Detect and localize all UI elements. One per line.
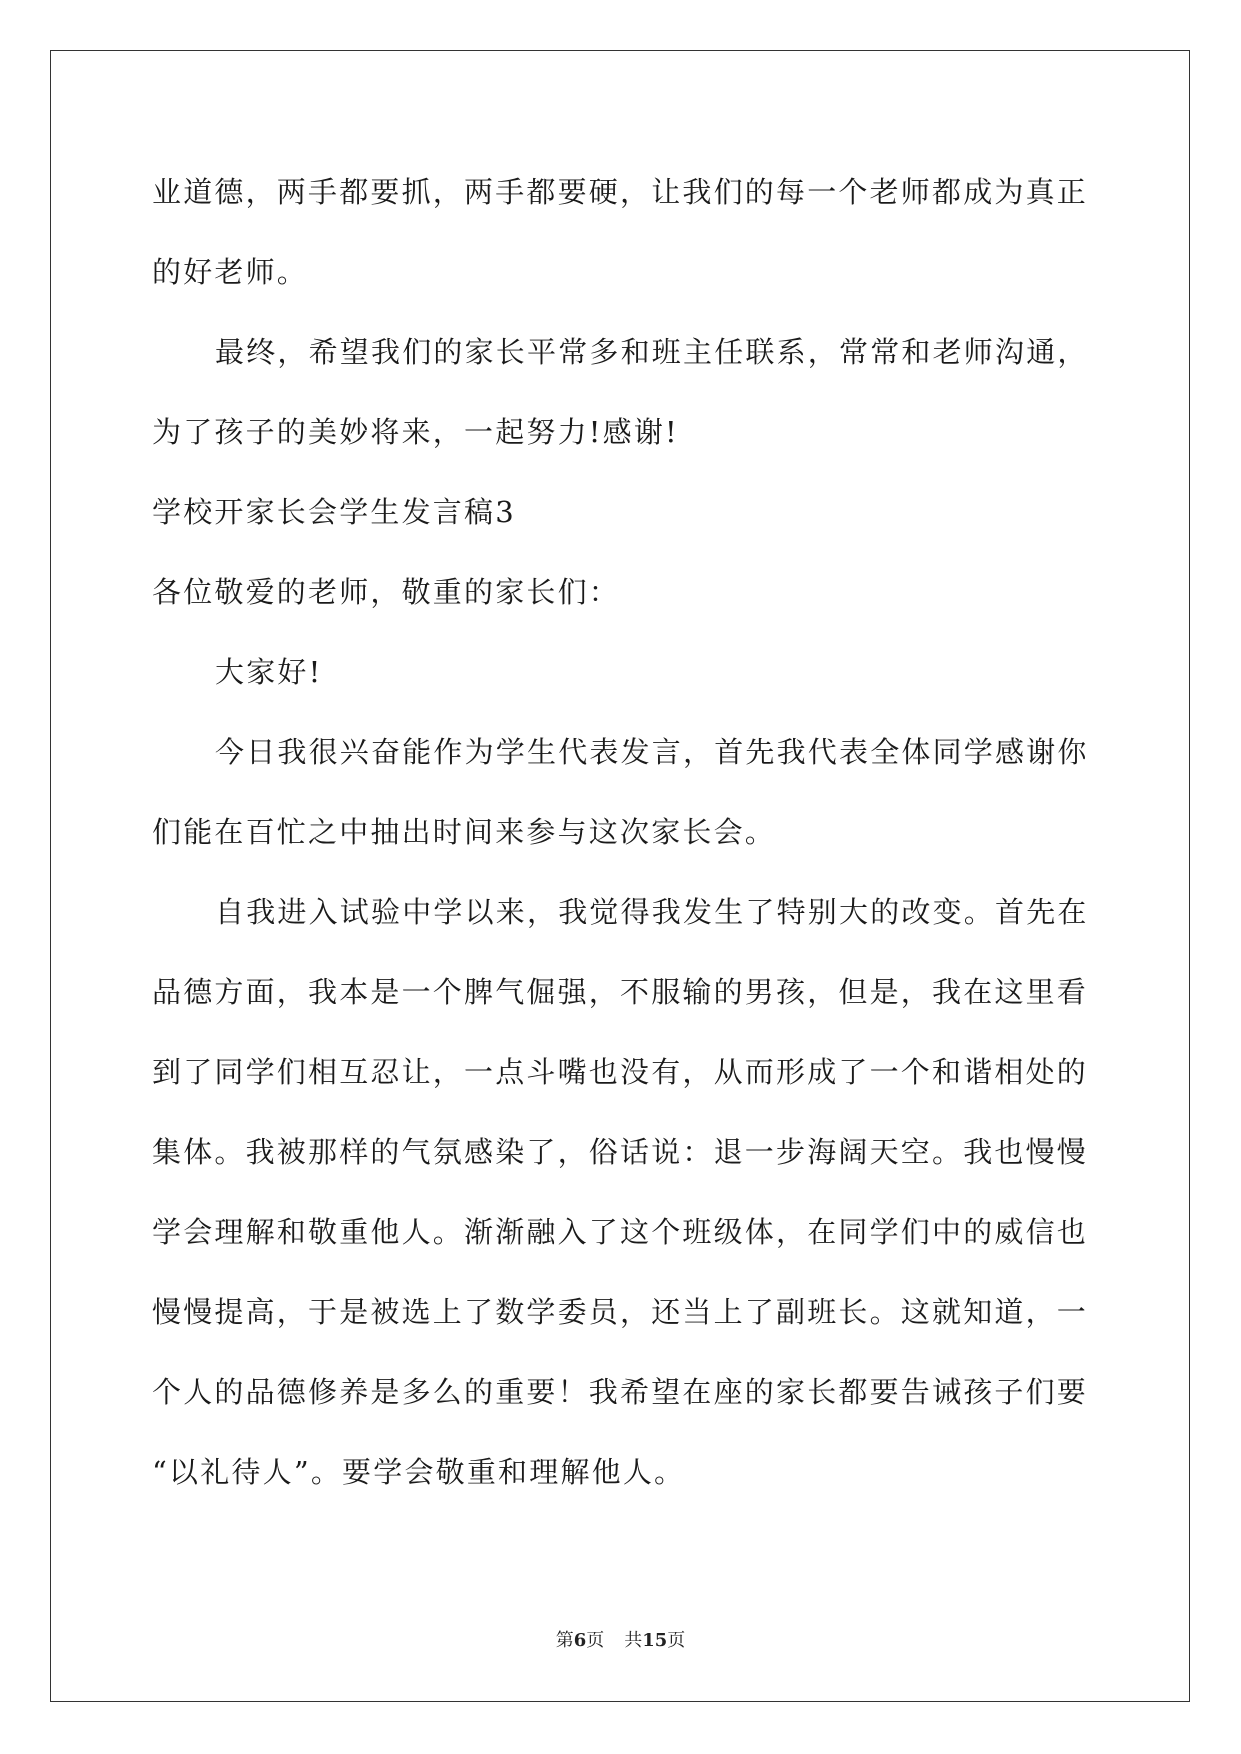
body-line: 到了同学们相互忍让，一点斗嘴也没有，从而形成了一个和谐相处的 bbox=[152, 1055, 1089, 1089]
salutation: 各位敬爱的老师，敬重的家长们： bbox=[152, 575, 621, 609]
body-line: 学会理解和敬重他人。渐渐融入了这个班级体，在同学们中的威信也 bbox=[152, 1215, 1089, 1249]
body-line: 慢慢提高，于是被选上了数学委员，还当上了副班长。这就知道，一 bbox=[152, 1295, 1089, 1329]
paragraph-start-line: 自我进入试验中学以来，我觉得我发生了特别大的改变。首先在 bbox=[215, 895, 1089, 929]
paragraph-start-line: 最终，希望我们的家长平常多和班主任联系，常常和老师沟通， bbox=[215, 335, 1089, 369]
body-line: 集体。我被那样的气氛感染了，俗话说：退一步海阔天空。我也慢慢 bbox=[152, 1135, 1089, 1169]
section-heading: 学校开家长会学生发言稿3 bbox=[152, 495, 516, 529]
paragraph-start-line: 今日我很兴奋能作为学生代表发言，首先我代表全体同学感谢你 bbox=[215, 735, 1089, 769]
page-number: 6 bbox=[573, 1630, 587, 1651]
page-footer bbox=[0, 1629, 1241, 1653]
body-line: 的好老师。 bbox=[152, 255, 309, 289]
page-suffix: 页 bbox=[586, 1630, 605, 1651]
greeting: 大家好! bbox=[215, 655, 323, 689]
total-prefix: 共 bbox=[624, 1630, 643, 1651]
body-line: “以礼待人”。要学会敬重和理解他人。 bbox=[152, 1455, 686, 1489]
total-pages: 15 bbox=[642, 1630, 668, 1651]
body-line: 个人的品德修养是多么的重要！我希望在座的家长都要告诫孩子们要 bbox=[152, 1375, 1089, 1409]
total-suffix: 页 bbox=[667, 1630, 686, 1651]
page-prefix: 第 bbox=[555, 1630, 574, 1651]
body-line: 们能在百忙之中抽出时间来参与这次家长会。 bbox=[152, 815, 777, 849]
body-line: 品德方面，我本是一个脾气倔强，不服输的男孩，但是，我在这里看 bbox=[152, 975, 1089, 1009]
body-line: 业道德，两手都要抓，两手都要硬，让我们的每一个老师都成为真正 bbox=[152, 175, 1089, 209]
body-line: 为了孩子的美妙将来，一起努力!感谢! bbox=[152, 415, 679, 449]
